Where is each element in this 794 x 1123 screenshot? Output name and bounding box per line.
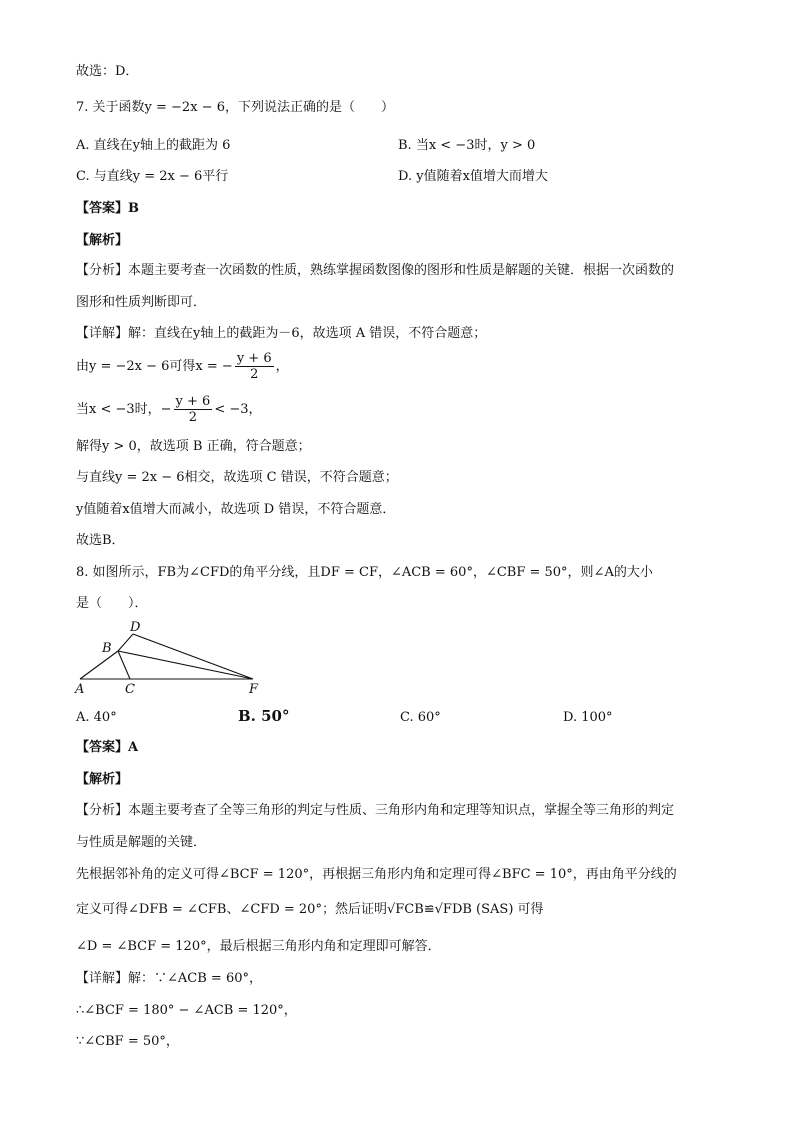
detail-7-line-2-suffix: ， [275, 359, 289, 374]
segment-df [133, 634, 253, 679]
segment-bc [118, 651, 130, 679]
fraction-denominator: 2 [188, 410, 198, 425]
q7-option-b: B. 当x < −3时，y > 0 [398, 138, 536, 153]
fraction [235, 351, 274, 382]
q8-option-d: D. 100° [563, 710, 613, 725]
segment-bd [118, 634, 133, 651]
analysis-7-line-1: 【分析】本题主要考查一次函数的性质，熟练掌握函数图像的图形和性质是解题的关键．根据一次函数的 [76, 263, 675, 278]
q7-option-a: A. 直线在y轴上的截距为 6 [76, 138, 231, 153]
answer-7: 【答案】B [76, 201, 139, 216]
question-7: 7. 关于函数y = −2x − 6，下列说法正确的是（ ） [76, 100, 394, 115]
analysis-8-line-3: 先根据邻补角的定义可得∠BCF = 120°，再根据三角形内角和定理可得∠BFC = 10°，再由角平分线的 [76, 867, 677, 882]
detail-8-line-1: 【详解】解：∵∠ACB = 60°， [76, 971, 262, 986]
analysis-7-line-2: 图形和性质判断即可． [76, 295, 207, 310]
triangle-figure [70, 617, 270, 697]
fraction [174, 394, 213, 425]
label-b: B [102, 641, 112, 656]
q8-option-b: B. 50° [238, 707, 290, 725]
detail-7-line-2 [76, 349, 289, 385]
question-8-line-1: 8. 如图所示，FB为∠CFD的角平分线，且DF = CF，∠ACB = 60°，∠CBF = 50°，则∠A的大小 [76, 565, 653, 580]
answer-8: 【答案】A [76, 740, 139, 755]
segment-ab [80, 651, 118, 679]
detail-8-line-3: ∵∠CBF = 50°， [76, 1034, 179, 1049]
analysis-8-line-2: 与性质是解题的关键． [76, 835, 207, 850]
detail-7-line-1: 【详解】解：直线在y轴上的截距为－6，故选项 A 错误，不符合题意； [76, 326, 487, 341]
detail-7-line-3 [76, 392, 262, 428]
detail-7-line-3-suffix: < −3， [214, 402, 262, 417]
label-a: A [75, 682, 85, 697]
analysis-heading-8: 【解析】 [76, 772, 129, 787]
q8-option-c: C. 60° [400, 710, 441, 725]
analysis-8-line-5: ∠D = ∠BCF = 120°，最后根据三角形内角和定理即可解答． [76, 939, 441, 954]
detail-7-line-7: 故选B． [76, 533, 125, 548]
detail-7-line-5: 与直线y = 2x − 6相交，故选项 C 错误，不符合题意； [76, 470, 398, 485]
question-8-line-2: 是（ ）． [76, 596, 148, 611]
label-d: D [130, 620, 141, 635]
detail-7-line-2-prefix: 由y = −2x − 6可得x = − [76, 359, 233, 374]
detail-8-line-2: ∴∠BCF = 180° − ∠ACB = 120°， [76, 1003, 297, 1018]
analysis-heading-7: 【解析】 [76, 233, 129, 248]
detail-7-line-3-prefix: 当x < −3时，− [76, 402, 172, 417]
analysis-8-line-4: 定义可得∠DFB = ∠CFB、∠CFD = 20°；然后证明√FCB≌√FDB (SAS) 可得 [76, 902, 544, 917]
q7-option-d: D. y值随着x值增大而增大 [398, 169, 548, 184]
q8-option-a: A. 40° [76, 710, 117, 725]
fraction-numerator: y + 6 [175, 394, 211, 409]
text-line: 故选：D． [76, 64, 139, 79]
fraction-numerator: y + 6 [236, 351, 272, 366]
fraction-denominator: 2 [250, 367, 259, 382]
analysis-8-line-1: 【分析】本题主要考查了全等三角形的判定与性质、三角形内角和定理等知识点，掌握全等三角形的判定 [76, 803, 675, 818]
label-c: C [125, 682, 135, 697]
q7-option-c: C. 与直线y = 2x − 6平行 [76, 169, 229, 184]
detail-7-line-6: y值随着x值增大而减小，故选项 D 错误，不符合题意． [76, 502, 396, 517]
detail-7-line-4: 解得y > 0，故选项 B 正确，符合题意； [76, 439, 311, 454]
segment-bf [118, 651, 253, 679]
label-f: F [249, 682, 259, 697]
